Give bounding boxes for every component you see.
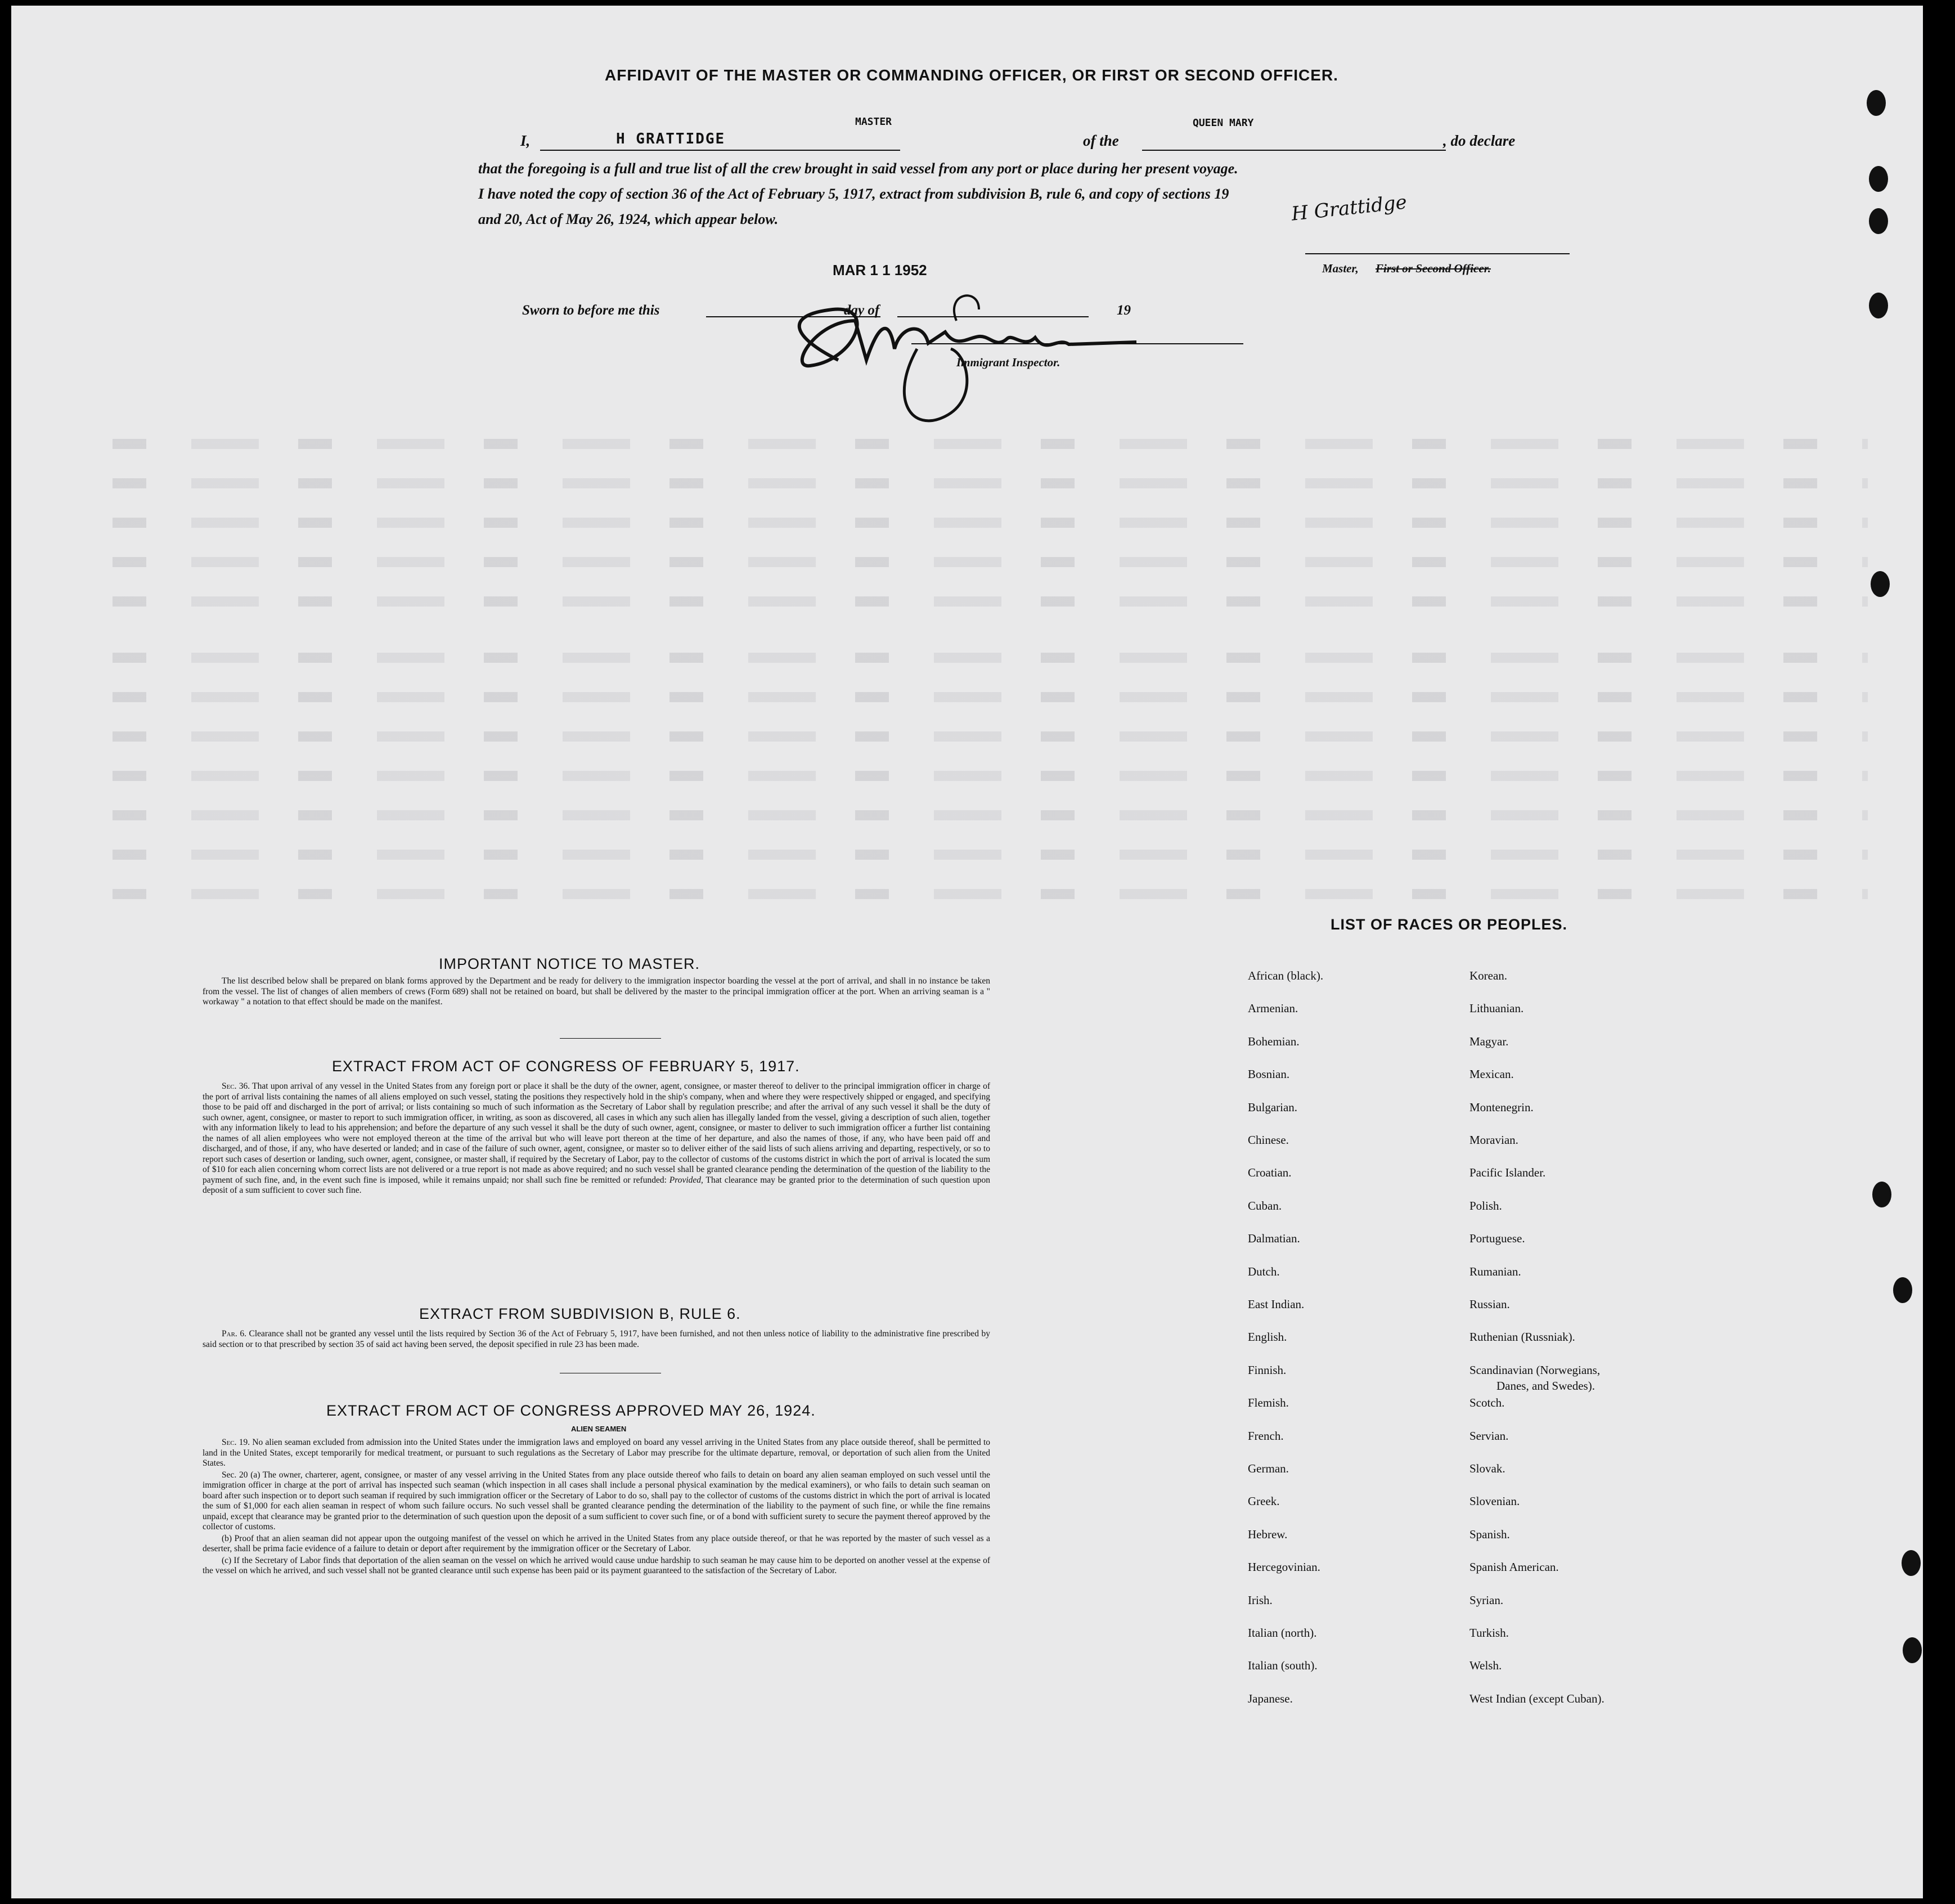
- bleed-through-row: [113, 596, 1868, 607]
- race-item: Chinese.: [1248, 1133, 1289, 1147]
- rank-stamp: MASTER: [855, 116, 892, 128]
- race-item: Magyar.: [1469, 1034, 1509, 1048]
- extract-rule6-title: EXTRACT FROM SUBDIVISION B, RULE 6.: [419, 1305, 741, 1322]
- extract-1917-body: [203, 1081, 990, 1197]
- race-item: Bulgarian.: [1248, 1100, 1298, 1114]
- sec19-text: No alien seaman excluded from admission into the United States under the immigration laws and employed on board any vessel arriving in the United States from any place outside thereof, shall be permitted to land in the United States, except temporarily for medical treatment, or pursuant to such regulations as the Secretary of Labor may prescribe for the ultimate departure, removal, or deportation of such alien from the United States.: [203, 1438, 991, 1468]
- race-item: West Indian (except Cuban).: [1469, 1691, 1605, 1705]
- punch-hole: [1893, 1277, 1912, 1303]
- extract-rule6-body: [203, 1329, 990, 1351]
- race-item: Portuguese.: [1469, 1232, 1525, 1246]
- inspector-signature-icon: [743, 270, 1271, 439]
- race-item: Irish.: [1248, 1593, 1273, 1607]
- race-item: Welsh.: [1469, 1659, 1502, 1673]
- notice-title: IMPORTANT NOTICE TO MASTER.: [439, 955, 700, 972]
- document-page: [11, 6, 1923, 1898]
- bleed-through-row: [113, 889, 1868, 899]
- bleed-through-row: [113, 731, 1868, 742]
- race-item: Slovak.: [1469, 1462, 1505, 1475]
- race-item: Polish.: [1469, 1198, 1502, 1213]
- race-item: Spanish American.: [1469, 1560, 1559, 1574]
- bleed-through-row: [113, 653, 1868, 663]
- punch-hole: [1903, 1637, 1922, 1663]
- bleed-through-row: [113, 439, 1868, 449]
- master-label: Master,: [1322, 262, 1359, 275]
- notice-paragraph: The list described below shall be prepared on blank forms approved by the Department and be ready for delivery to the immigration inspector boarding the vessel at the port of arrival, and shall in no instance be taken from the vessel. The list of changes of alien members of crews (Form 689) shall not be retained on board, but shall be delivered by the master to the principal immigration officer at the port. When an arriving seaman is a " workaway " a notation to that effect should be made on the manifest.: [203, 976, 990, 1007]
- race-item: Dutch.: [1248, 1264, 1280, 1278]
- race-item: French.: [1248, 1429, 1284, 1443]
- bleed-through-row: [113, 478, 1868, 488]
- par6-label: Par. 6.: [222, 1329, 246, 1339]
- sec20a-text: Sec. 20 (a) The owner, charterer, agent, consignee, or master of any vessel arriving in the United States from any place outside thereof who fails to detain on board any alien seaman employed on such vessel until the immigration officer in charge at the port of arrival has inspected such seaman (which inspection in all cases shall include a personal physical examination by the medical examiners), or who fails to detain such seaman on board after such inspection or to deport such seaman if required by such immigration officer or the Secretary of Labor to do so, shall pay to the collector of customs of the customs district in which the port of arrival is located the sum of $1,000 for each alien seaman in respect of whom such failure occurs. No such vessel shall be granted clearance pending the determination of the liability to the payment of such fine, or while the fine remains unpaid, except that clearance may be granted prior to the determination of such question upon the deposit of a sum sufficient to cover such fine, or of a bond with sufficient surety to secure the payment thereof approved by the collector of customs.: [203, 1470, 990, 1532]
- notice-separator: [560, 1038, 661, 1039]
- bleed-through-row: [113, 557, 1868, 567]
- race-item: Rumanian.: [1469, 1264, 1521, 1278]
- race-item: Lithuanian.: [1469, 1002, 1524, 1016]
- struck-officer-label: First or Second Officer.: [1376, 262, 1491, 275]
- date-stamp: MAR 1 1 1952: [833, 262, 927, 279]
- sec20b-text: (b) Proof that an alien seaman did not appear upon the outgoing manifest of the vessel on which he arrived in the United States from any place outside thereof, or that he was reported by the master of such vessel as a deserter, shall be prima facie evidence of a failure to detain or deport after requirement by the immigration officer or the Secretary of Labor.: [203, 1533, 990, 1553]
- race-item: Russian.: [1469, 1297, 1510, 1311]
- vessel-name-field: QUEEN MARY: [1193, 117, 1254, 129]
- race-item: Scotch.: [1469, 1396, 1505, 1410]
- punch-hole: [1867, 90, 1886, 116]
- race-item: Armenian.: [1248, 1002, 1298, 1016]
- punch-hole: [1869, 166, 1888, 192]
- race-item: African (black).: [1248, 969, 1324, 982]
- race-item: Moravian.: [1469, 1133, 1518, 1147]
- bleed-through-row: [113, 850, 1868, 860]
- race-item: Pacific Islander.: [1469, 1166, 1546, 1180]
- extract-1924-title: EXTRACT FROM ACT OF CONGRESS APPROVED MAY 26, 1924.: [326, 1402, 816, 1419]
- inspector-label: Immigrant Inspector.: [956, 356, 1060, 369]
- race-item: Spanish.: [1469, 1527, 1510, 1541]
- race-item: Ruthenian (Russniak).: [1469, 1330, 1575, 1344]
- race-item: Cuban.: [1248, 1198, 1282, 1213]
- race-item: Croatian.: [1248, 1166, 1292, 1180]
- race-item: Italian (north).: [1248, 1626, 1317, 1640]
- race-item: English.: [1248, 1330, 1287, 1344]
- race-item: Servian.: [1469, 1429, 1509, 1443]
- master-signature: H Grattidge: [1290, 191, 1408, 226]
- race-item: Montenegrin.: [1469, 1100, 1534, 1114]
- race-item: Bosnian.: [1248, 1067, 1290, 1081]
- race-item: Greek.: [1248, 1494, 1280, 1508]
- race-item: Dalmatian.: [1248, 1232, 1300, 1246]
- race-item: Bohemian.: [1248, 1034, 1300, 1048]
- inspector-signature-line: [911, 343, 1243, 344]
- race-item: Turkish.: [1469, 1626, 1509, 1640]
- vessel-name-line: [1142, 150, 1446, 151]
- punch-hole: [1872, 1182, 1891, 1207]
- sec20c-text: (c) If the Secretary of Labor finds that deportation of the alien seaman on the vessel on which he arrived would cause undue hardship to such seaman he may cause him to be deported on another vessel at the expense of the vessel on which he arrived, and such vessel shall not be granted clearance until such expense has been paid or its payment guaranteed to the satisfaction of the Secretary of Labor.: [203, 1555, 990, 1575]
- master-name-field: H GRATTIDGE: [616, 131, 726, 147]
- of-the-label: of the: [1083, 132, 1119, 149]
- race-item-continuation: Danes, and Swedes).: [1496, 1378, 1595, 1393]
- extract-1924-body: [203, 1438, 990, 1578]
- affidavit-line-2: that the foregoing is a full and true list of all the crew brought in said vessel from any port or place during her present voyage.: [478, 160, 1238, 177]
- punch-hole: [1871, 571, 1890, 597]
- affidavit-line-3: I have noted the copy of section 36 of the Act of February 5, 1917, extract from subdivision B, rule 6, and copy of sections 19: [478, 186, 1229, 202]
- notice-body: [203, 976, 990, 1009]
- race-item: German.: [1248, 1462, 1289, 1475]
- bleed-through-row: [113, 518, 1868, 528]
- proviso-text: That clearance may be granted prior to the determination of such question upon deposit of a sum sufficient to cover such fine.: [203, 1175, 991, 1195]
- day-of-label: day of: [844, 303, 880, 318]
- race-item: Syrian.: [1469, 1593, 1504, 1607]
- race-item: Hebrew.: [1248, 1527, 1288, 1541]
- races-title: LIST OF RACES OR PEOPLES.: [1331, 916, 1568, 933]
- race-item: Mexican.: [1469, 1067, 1514, 1081]
- race-item: Korean.: [1469, 969, 1508, 982]
- par6-text: Clearance shall not be granted any vessel until the lists required by Section 36 of the Act of February 5, 1917, have been furnished, and not then unless notice of liability to the administrative fine prescribed by said section or to that prescribed by section 35 of said act having been served, the deposit specified in rule 23 has been made.: [203, 1329, 991, 1349]
- affidavit-pronoun: I,: [520, 132, 531, 149]
- race-item: Japanese.: [1248, 1691, 1293, 1705]
- year-prefix: 19: [1117, 303, 1131, 318]
- extract-1917-title: EXTRACT FROM ACT OF CONGRESS OF FEBRUARY 5, 1917.: [332, 1058, 800, 1075]
- race-item: Hercegovinian.: [1248, 1560, 1320, 1574]
- master-name-line: [540, 150, 900, 151]
- bleed-through-row: [113, 771, 1868, 781]
- race-item: Italian (south).: [1248, 1659, 1318, 1673]
- affidavit-line-4: and 20, Act of May 26, 1924, which appear below.: [478, 211, 779, 227]
- alien-seamen-subtitle: ALIEN SEAMEN: [571, 1425, 627, 1433]
- sec19-label: Sec. 19.: [222, 1438, 250, 1447]
- race-item: Slovenian.: [1469, 1494, 1520, 1508]
- sec36-label: Sec. 36.: [222, 1081, 250, 1091]
- sec36-text: That upon arrival of any vessel in the United States from any foreign port or place it shall be the duty of the owner, agent, consignee, or master thereof to deliver to the principal immigration officer in charge of the port of arrival lists containing the names of all aliens employed on such vessel, stating the positions they respectively hold in the ship's company, when and where they were respectively shipped or engaged, and specifying those to be paid off and discharged in the port of arrival; or lists containing so much of such information as the Secretary of Labor shall by regulation prescribe; and after the arrival of any such vessel it shall be the duty of such owner, agent, consignee, or master to report to such immigration officer, in writing, as soon as discovered, all cases in which any such alien has illegally landed from the vessel, giving a description of such alien, together with any information likely to lead to his apprehension; and before the departure of any such vessel it shall be the duty of such owner, agent, consignee, or master to deliver to such immigration officer a further list containing the names of all alien employees who were not employed thereon at the time of the arrival but who will leave port thereon at the time of her departure, and also the names of those, if any, who have been paid off and discharged, and of those, if any, who have deserted or landed; and in case of the failure of such owner, agent, consignee, or master so to deliver either of the said lists of such aliens arriving and departing, respectively, or so to report such cases of desertion or landing, such owner, agent, consignee, or master shall, if required by the Secretary of Labor, pay to the collector of customs of the customs district in which the port of arrival is located the sum of $10 for each alien concerning whom correct lists are not delivered or a true report is not made as above required; and no such vessel shall be granted clearance pending the determination of the question of the liability to the payment of such fine, and, in the event such fine is imposed, while it remains unpaid; nor shall such fine be remitted or refunded:: [203, 1081, 990, 1185]
- proviso-label: Provided,: [669, 1175, 703, 1185]
- punch-hole: [1869, 293, 1888, 318]
- race-item: Flemish.: [1248, 1396, 1289, 1410]
- master-signature-line: [1305, 253, 1570, 254]
- bleed-through-row: [113, 810, 1868, 820]
- race-item: Finnish.: [1248, 1363, 1287, 1377]
- affidavit-title: AFFIDAVIT OF THE MASTER OR COMMANDING OFFICER, OR FIRST OR SECOND OFFICER.: [605, 66, 1338, 84]
- do-declare-label: , do declare: [1443, 132, 1516, 149]
- bleed-through-row: [113, 692, 1868, 702]
- sworn-label: Sworn to before me this: [522, 303, 660, 318]
- punch-hole: [1902, 1550, 1921, 1576]
- punch-hole: [1869, 208, 1888, 234]
- race-item: Scandinavian (Norwegians,: [1469, 1363, 1601, 1377]
- race-item: East Indian.: [1248, 1297, 1305, 1311]
